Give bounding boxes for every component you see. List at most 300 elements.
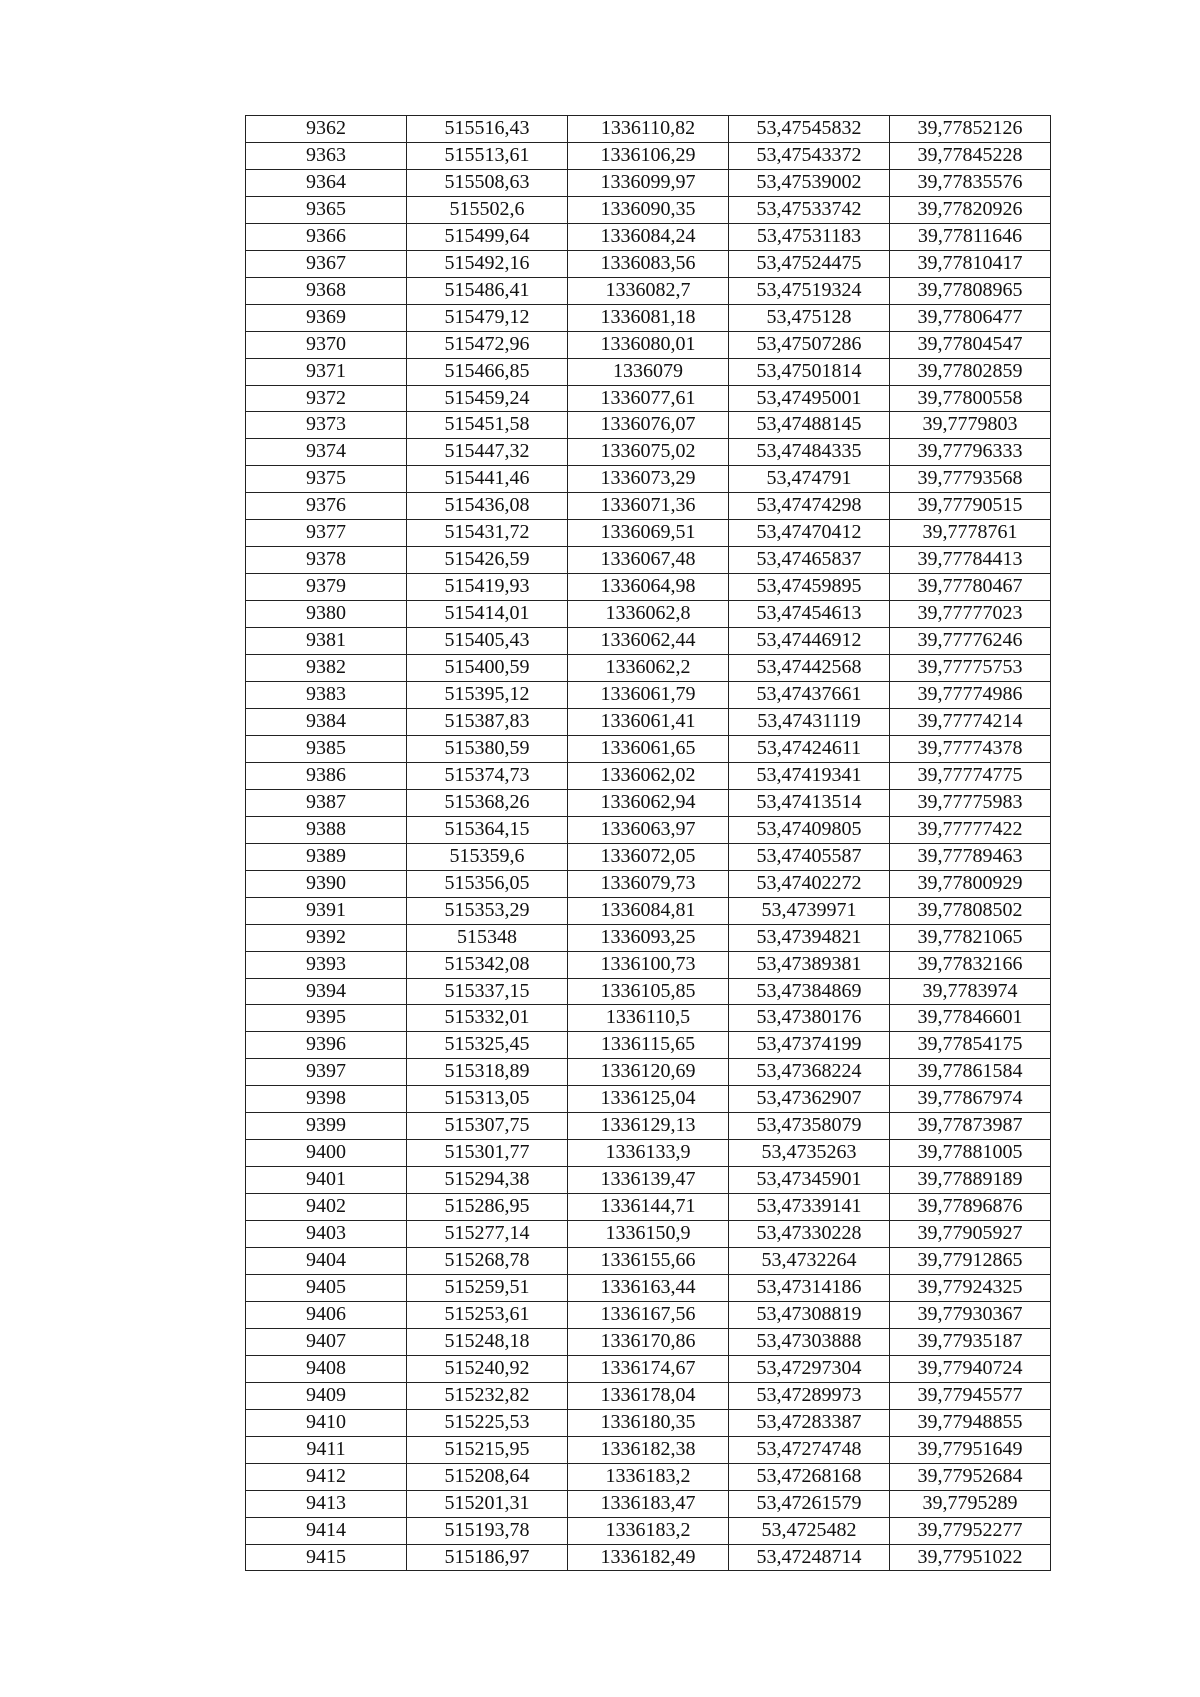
y-coordinate-cell: 1336139,47 xyxy=(568,1167,729,1194)
y-coordinate-cell: 1336079 xyxy=(568,358,729,385)
table-row xyxy=(246,142,1051,169)
y-coordinate-cell: 1336144,71 xyxy=(568,1194,729,1221)
y-coordinate-cell: 1336062,44 xyxy=(568,628,729,655)
longitude-cell: 39,77808965 xyxy=(890,277,1051,304)
longitude-cell: 39,77873987 xyxy=(890,1113,1051,1140)
y-coordinate-cell: 1336093,25 xyxy=(568,924,729,951)
table-row xyxy=(246,1490,1051,1517)
latitude-cell: 53,47488145 xyxy=(729,412,890,439)
point-number-cell: 9373 xyxy=(246,412,407,439)
point-number-cell: 9375 xyxy=(246,466,407,493)
longitude-cell: 39,77790515 xyxy=(890,493,1051,520)
x-coordinate-cell: 515513,61 xyxy=(407,142,568,169)
longitude-cell: 39,77951022 xyxy=(890,1544,1051,1571)
x-coordinate-cell: 515374,73 xyxy=(407,762,568,789)
point-number-cell: 9411 xyxy=(246,1436,407,1463)
coordinates-table-body xyxy=(246,116,1051,1571)
point-number-cell: 9395 xyxy=(246,1005,407,1032)
longitude-cell: 39,77802859 xyxy=(890,358,1051,385)
longitude-cell: 39,77821065 xyxy=(890,924,1051,951)
table-row xyxy=(246,816,1051,843)
y-coordinate-cell: 1336183,2 xyxy=(568,1463,729,1490)
x-coordinate-cell: 515356,05 xyxy=(407,870,568,897)
table-row xyxy=(246,1274,1051,1301)
table-row xyxy=(246,789,1051,816)
x-coordinate-cell: 515277,14 xyxy=(407,1221,568,1248)
point-number-cell: 9378 xyxy=(246,547,407,574)
latitude-cell: 53,47339141 xyxy=(729,1194,890,1221)
point-number-cell: 9406 xyxy=(246,1301,407,1328)
table-row xyxy=(246,331,1051,358)
point-number-cell: 9396 xyxy=(246,1032,407,1059)
latitude-cell: 53,47437661 xyxy=(729,682,890,709)
table-row xyxy=(246,169,1051,196)
latitude-cell: 53,47413514 xyxy=(729,789,890,816)
point-number-cell: 9367 xyxy=(246,250,407,277)
table-row xyxy=(246,493,1051,520)
longitude-cell: 39,77846601 xyxy=(890,1005,1051,1032)
latitude-cell: 53,47289973 xyxy=(729,1382,890,1409)
table-row xyxy=(246,897,1051,924)
longitude-cell: 39,77930367 xyxy=(890,1301,1051,1328)
point-number-cell: 9387 xyxy=(246,789,407,816)
longitude-cell: 39,77948855 xyxy=(890,1409,1051,1436)
point-number-cell: 9408 xyxy=(246,1355,407,1382)
point-number-cell: 9403 xyxy=(246,1221,407,1248)
longitude-cell: 39,77776246 xyxy=(890,628,1051,655)
point-number-cell: 9412 xyxy=(246,1463,407,1490)
longitude-cell: 39,77796333 xyxy=(890,439,1051,466)
table-row xyxy=(246,951,1051,978)
longitude-cell: 39,77835576 xyxy=(890,169,1051,196)
y-coordinate-cell: 1336084,81 xyxy=(568,897,729,924)
point-number-cell: 9386 xyxy=(246,762,407,789)
y-coordinate-cell: 1336150,9 xyxy=(568,1221,729,1248)
table-row xyxy=(246,601,1051,628)
latitude-cell: 53,47368224 xyxy=(729,1059,890,1086)
point-number-cell: 9380 xyxy=(246,601,407,628)
longitude-cell: 39,77832166 xyxy=(890,951,1051,978)
latitude-cell: 53,47459895 xyxy=(729,574,890,601)
longitude-cell: 39,77793568 xyxy=(890,466,1051,493)
table-row xyxy=(246,682,1051,709)
y-coordinate-cell: 1336081,18 xyxy=(568,304,729,331)
table-row xyxy=(246,762,1051,789)
coordinates-table xyxy=(245,115,1051,1571)
latitude-cell: 53,47474298 xyxy=(729,493,890,520)
x-coordinate-cell: 515268,78 xyxy=(407,1248,568,1275)
longitude-cell: 39,77777023 xyxy=(890,601,1051,628)
point-number-cell: 9400 xyxy=(246,1140,407,1167)
y-coordinate-cell: 1336183,2 xyxy=(568,1517,729,1544)
latitude-cell: 53,47424611 xyxy=(729,735,890,762)
table-row xyxy=(246,843,1051,870)
x-coordinate-cell: 515380,59 xyxy=(407,735,568,762)
point-number-cell: 9364 xyxy=(246,169,407,196)
y-coordinate-cell: 1336174,67 xyxy=(568,1355,729,1382)
point-number-cell: 9369 xyxy=(246,304,407,331)
x-coordinate-cell: 515286,95 xyxy=(407,1194,568,1221)
x-coordinate-cell: 515186,97 xyxy=(407,1544,568,1571)
latitude-cell: 53,47543372 xyxy=(729,142,890,169)
y-coordinate-cell: 1336105,85 xyxy=(568,978,729,1005)
y-coordinate-cell: 1336071,36 xyxy=(568,493,729,520)
x-coordinate-cell: 515337,15 xyxy=(407,978,568,1005)
longitude-cell: 39,77951649 xyxy=(890,1436,1051,1463)
latitude-cell: 53,47495001 xyxy=(729,385,890,412)
point-number-cell: 9384 xyxy=(246,708,407,735)
y-coordinate-cell: 1336064,98 xyxy=(568,574,729,601)
table-row xyxy=(246,358,1051,385)
table-row xyxy=(246,385,1051,412)
table-row xyxy=(246,1113,1051,1140)
latitude-cell: 53,47446912 xyxy=(729,628,890,655)
table-row xyxy=(246,412,1051,439)
table-row xyxy=(246,1221,1051,1248)
point-number-cell: 9390 xyxy=(246,870,407,897)
y-coordinate-cell: 1336073,29 xyxy=(568,466,729,493)
point-number-cell: 9405 xyxy=(246,1274,407,1301)
latitude-cell: 53,4739971 xyxy=(729,897,890,924)
y-coordinate-cell: 1336072,05 xyxy=(568,843,729,870)
x-coordinate-cell: 515387,83 xyxy=(407,708,568,735)
longitude-cell: 39,77780467 xyxy=(890,574,1051,601)
x-coordinate-cell: 515353,29 xyxy=(407,897,568,924)
latitude-cell: 53,47314186 xyxy=(729,1274,890,1301)
table-row xyxy=(246,1544,1051,1571)
point-number-cell: 9372 xyxy=(246,385,407,412)
longitude-cell: 39,77845228 xyxy=(890,142,1051,169)
y-coordinate-cell: 1336182,38 xyxy=(568,1436,729,1463)
longitude-cell: 39,77952277 xyxy=(890,1517,1051,1544)
point-number-cell: 9397 xyxy=(246,1059,407,1086)
longitude-cell: 39,77861584 xyxy=(890,1059,1051,1086)
latitude-cell: 53,47389381 xyxy=(729,951,890,978)
x-coordinate-cell: 515332,01 xyxy=(407,1005,568,1032)
y-coordinate-cell: 1336182,49 xyxy=(568,1544,729,1571)
latitude-cell: 53,47308819 xyxy=(729,1301,890,1328)
y-coordinate-cell: 1336110,5 xyxy=(568,1005,729,1032)
latitude-cell: 53,47470412 xyxy=(729,520,890,547)
longitude-cell: 39,7779803 xyxy=(890,412,1051,439)
x-coordinate-cell: 515294,38 xyxy=(407,1167,568,1194)
longitude-cell: 39,77952684 xyxy=(890,1463,1051,1490)
longitude-cell: 39,77935187 xyxy=(890,1328,1051,1355)
y-coordinate-cell: 1336069,51 xyxy=(568,520,729,547)
x-coordinate-cell: 515441,46 xyxy=(407,466,568,493)
y-coordinate-cell: 1336082,7 xyxy=(568,277,729,304)
point-number-cell: 9362 xyxy=(246,116,407,143)
x-coordinate-cell: 515502,6 xyxy=(407,196,568,223)
x-coordinate-cell: 515405,43 xyxy=(407,628,568,655)
latitude-cell: 53,4732264 xyxy=(729,1248,890,1275)
latitude-cell: 53,47402272 xyxy=(729,870,890,897)
table-row xyxy=(246,439,1051,466)
longitude-cell: 39,7778761 xyxy=(890,520,1051,547)
x-coordinate-cell: 515342,08 xyxy=(407,951,568,978)
table-row xyxy=(246,277,1051,304)
longitude-cell: 39,77940724 xyxy=(890,1355,1051,1382)
x-coordinate-cell: 515313,05 xyxy=(407,1086,568,1113)
point-number-cell: 9382 xyxy=(246,655,407,682)
x-coordinate-cell: 515466,85 xyxy=(407,358,568,385)
y-coordinate-cell: 1336083,56 xyxy=(568,250,729,277)
y-coordinate-cell: 1336183,47 xyxy=(568,1490,729,1517)
y-coordinate-cell: 1336063,97 xyxy=(568,816,729,843)
x-coordinate-cell: 515359,6 xyxy=(407,843,568,870)
table-row xyxy=(246,1463,1051,1490)
x-coordinate-cell: 515253,61 xyxy=(407,1301,568,1328)
table-row xyxy=(246,924,1051,951)
x-coordinate-cell: 515436,08 xyxy=(407,493,568,520)
latitude-cell: 53,47431119 xyxy=(729,708,890,735)
y-coordinate-cell: 1336062,8 xyxy=(568,601,729,628)
y-coordinate-cell: 1336120,69 xyxy=(568,1059,729,1086)
longitude-cell: 39,77775753 xyxy=(890,655,1051,682)
table-row xyxy=(246,116,1051,143)
x-coordinate-cell: 515472,96 xyxy=(407,331,568,358)
y-coordinate-cell: 1336180,35 xyxy=(568,1409,729,1436)
y-coordinate-cell: 1336062,94 xyxy=(568,789,729,816)
y-coordinate-cell: 1336084,24 xyxy=(568,223,729,250)
longitude-cell: 39,77774986 xyxy=(890,682,1051,709)
point-number-cell: 9392 xyxy=(246,924,407,951)
table-row xyxy=(246,196,1051,223)
longitude-cell: 39,7783974 xyxy=(890,978,1051,1005)
x-coordinate-cell: 515419,93 xyxy=(407,574,568,601)
x-coordinate-cell: 515459,24 xyxy=(407,385,568,412)
point-number-cell: 9398 xyxy=(246,1086,407,1113)
longitude-cell: 39,77777422 xyxy=(890,816,1051,843)
y-coordinate-cell: 1336080,01 xyxy=(568,331,729,358)
x-coordinate-cell: 515259,51 xyxy=(407,1274,568,1301)
longitude-cell: 39,77789463 xyxy=(890,843,1051,870)
table-row xyxy=(246,1248,1051,1275)
latitude-cell: 53,474791 xyxy=(729,466,890,493)
longitude-cell: 39,77810417 xyxy=(890,250,1051,277)
longitude-cell: 39,77800929 xyxy=(890,870,1051,897)
latitude-cell: 53,4725482 xyxy=(729,1517,890,1544)
point-number-cell: 9404 xyxy=(246,1248,407,1275)
x-coordinate-cell: 515492,16 xyxy=(407,250,568,277)
y-coordinate-cell: 1336125,04 xyxy=(568,1086,729,1113)
y-coordinate-cell: 1336100,73 xyxy=(568,951,729,978)
table-row xyxy=(246,1167,1051,1194)
latitude-cell: 53,47519324 xyxy=(729,277,890,304)
x-coordinate-cell: 515486,41 xyxy=(407,277,568,304)
y-coordinate-cell: 1336061,79 xyxy=(568,682,729,709)
x-coordinate-cell: 515232,82 xyxy=(407,1382,568,1409)
point-number-cell: 9410 xyxy=(246,1409,407,1436)
table-row xyxy=(246,1032,1051,1059)
y-coordinate-cell: 1336106,29 xyxy=(568,142,729,169)
x-coordinate-cell: 515208,64 xyxy=(407,1463,568,1490)
latitude-cell: 53,47545832 xyxy=(729,116,890,143)
point-number-cell: 9389 xyxy=(246,843,407,870)
table-row xyxy=(246,1140,1051,1167)
x-coordinate-cell: 515479,12 xyxy=(407,304,568,331)
latitude-cell: 53,47345901 xyxy=(729,1167,890,1194)
latitude-cell: 53,47362907 xyxy=(729,1086,890,1113)
table-row xyxy=(246,304,1051,331)
longitude-cell: 39,77775983 xyxy=(890,789,1051,816)
x-coordinate-cell: 515516,43 xyxy=(407,116,568,143)
x-coordinate-cell: 515248,18 xyxy=(407,1328,568,1355)
table-row xyxy=(246,1355,1051,1382)
table-row xyxy=(246,520,1051,547)
y-coordinate-cell: 1336099,97 xyxy=(568,169,729,196)
y-coordinate-cell: 1336077,61 xyxy=(568,385,729,412)
latitude-cell: 53,47539002 xyxy=(729,169,890,196)
x-coordinate-cell: 515201,31 xyxy=(407,1490,568,1517)
longitude-cell: 39,77774775 xyxy=(890,762,1051,789)
point-number-cell: 9409 xyxy=(246,1382,407,1409)
longitude-cell: 39,77905927 xyxy=(890,1221,1051,1248)
x-coordinate-cell: 515414,01 xyxy=(407,601,568,628)
latitude-cell: 53,475128 xyxy=(729,304,890,331)
point-number-cell: 9415 xyxy=(246,1544,407,1571)
latitude-cell: 53,47303888 xyxy=(729,1328,890,1355)
longitude-cell: 39,77820926 xyxy=(890,196,1051,223)
point-number-cell: 9399 xyxy=(246,1113,407,1140)
longitude-cell: 39,77896876 xyxy=(890,1194,1051,1221)
longitude-cell: 39,77784413 xyxy=(890,547,1051,574)
longitude-cell: 39,77852126 xyxy=(890,116,1051,143)
point-number-cell: 9407 xyxy=(246,1328,407,1355)
table-row xyxy=(246,547,1051,574)
y-coordinate-cell: 1336115,65 xyxy=(568,1032,729,1059)
table-row xyxy=(246,870,1051,897)
table-row xyxy=(246,1086,1051,1113)
latitude-cell: 53,47454613 xyxy=(729,601,890,628)
x-coordinate-cell: 515318,89 xyxy=(407,1059,568,1086)
latitude-cell: 53,47330228 xyxy=(729,1221,890,1248)
y-coordinate-cell: 1336067,48 xyxy=(568,547,729,574)
table-row xyxy=(246,978,1051,1005)
point-number-cell: 9377 xyxy=(246,520,407,547)
y-coordinate-cell: 1336090,35 xyxy=(568,196,729,223)
x-coordinate-cell: 515499,64 xyxy=(407,223,568,250)
point-number-cell: 9381 xyxy=(246,628,407,655)
latitude-cell: 53,47384869 xyxy=(729,978,890,1005)
y-coordinate-cell: 1336133,9 xyxy=(568,1140,729,1167)
point-number-cell: 9402 xyxy=(246,1194,407,1221)
latitude-cell: 53,47283387 xyxy=(729,1409,890,1436)
latitude-cell: 53,47419341 xyxy=(729,762,890,789)
longitude-cell: 39,77800558 xyxy=(890,385,1051,412)
longitude-cell: 39,77811646 xyxy=(890,223,1051,250)
point-number-cell: 9368 xyxy=(246,277,407,304)
longitude-cell: 39,77808502 xyxy=(890,897,1051,924)
table-row xyxy=(246,1059,1051,1086)
latitude-cell: 53,47501814 xyxy=(729,358,890,385)
latitude-cell: 53,47524475 xyxy=(729,250,890,277)
x-coordinate-cell: 515426,59 xyxy=(407,547,568,574)
x-coordinate-cell: 515364,15 xyxy=(407,816,568,843)
longitude-cell: 39,77854175 xyxy=(890,1032,1051,1059)
table-row xyxy=(246,574,1051,601)
longitude-cell: 39,77804547 xyxy=(890,331,1051,358)
x-coordinate-cell: 515215,95 xyxy=(407,1436,568,1463)
table-row xyxy=(246,628,1051,655)
latitude-cell: 53,47531183 xyxy=(729,223,890,250)
latitude-cell: 53,47358079 xyxy=(729,1113,890,1140)
latitude-cell: 53,47274748 xyxy=(729,1436,890,1463)
latitude-cell: 53,47297304 xyxy=(729,1355,890,1382)
point-number-cell: 9391 xyxy=(246,897,407,924)
latitude-cell: 53,47405587 xyxy=(729,843,890,870)
x-coordinate-cell: 515451,58 xyxy=(407,412,568,439)
table-row xyxy=(246,1194,1051,1221)
table-row xyxy=(246,735,1051,762)
y-coordinate-cell: 1336167,56 xyxy=(568,1301,729,1328)
y-coordinate-cell: 1336178,04 xyxy=(568,1382,729,1409)
x-coordinate-cell: 515225,53 xyxy=(407,1409,568,1436)
latitude-cell: 53,47442568 xyxy=(729,655,890,682)
point-number-cell: 9365 xyxy=(246,196,407,223)
table-row xyxy=(246,1436,1051,1463)
latitude-cell: 53,47261579 xyxy=(729,1490,890,1517)
longitude-cell: 39,77774378 xyxy=(890,735,1051,762)
latitude-cell: 53,47409805 xyxy=(729,816,890,843)
table-row xyxy=(246,1301,1051,1328)
latitude-cell: 53,47248714 xyxy=(729,1544,890,1571)
x-coordinate-cell: 515348 xyxy=(407,924,568,951)
table-row xyxy=(246,655,1051,682)
longitude-cell: 39,77806477 xyxy=(890,304,1051,331)
latitude-cell: 53,47374199 xyxy=(729,1032,890,1059)
x-coordinate-cell: 515395,12 xyxy=(407,682,568,709)
y-coordinate-cell: 1336061,41 xyxy=(568,708,729,735)
longitude-cell: 39,77889189 xyxy=(890,1167,1051,1194)
table-row xyxy=(246,708,1051,735)
point-number-cell: 9376 xyxy=(246,493,407,520)
y-coordinate-cell: 1336163,44 xyxy=(568,1274,729,1301)
x-coordinate-cell: 515301,77 xyxy=(407,1140,568,1167)
latitude-cell: 53,47268168 xyxy=(729,1463,890,1490)
point-number-cell: 9370 xyxy=(246,331,407,358)
longitude-cell: 39,77774214 xyxy=(890,708,1051,735)
table-row xyxy=(246,250,1051,277)
x-coordinate-cell: 515431,72 xyxy=(407,520,568,547)
x-coordinate-cell: 515368,26 xyxy=(407,789,568,816)
point-number-cell: 9388 xyxy=(246,816,407,843)
x-coordinate-cell: 515193,78 xyxy=(407,1517,568,1544)
x-coordinate-cell: 515400,59 xyxy=(407,655,568,682)
longitude-cell: 39,77945577 xyxy=(890,1382,1051,1409)
latitude-cell: 53,4735263 xyxy=(729,1140,890,1167)
point-number-cell: 9366 xyxy=(246,223,407,250)
x-coordinate-cell: 515307,75 xyxy=(407,1113,568,1140)
y-coordinate-cell: 1336110,82 xyxy=(568,116,729,143)
latitude-cell: 53,47380176 xyxy=(729,1005,890,1032)
point-number-cell: 9379 xyxy=(246,574,407,601)
point-number-cell: 9413 xyxy=(246,1490,407,1517)
point-number-cell: 9374 xyxy=(246,439,407,466)
y-coordinate-cell: 1336076,07 xyxy=(568,412,729,439)
point-number-cell: 9363 xyxy=(246,142,407,169)
latitude-cell: 53,47533742 xyxy=(729,196,890,223)
point-number-cell: 9394 xyxy=(246,978,407,1005)
longitude-cell: 39,77881005 xyxy=(890,1140,1051,1167)
x-coordinate-cell: 515508,63 xyxy=(407,169,568,196)
latitude-cell: 53,47394821 xyxy=(729,924,890,951)
latitude-cell: 53,47465837 xyxy=(729,547,890,574)
y-coordinate-cell: 1336062,2 xyxy=(568,655,729,682)
point-number-cell: 9383 xyxy=(246,682,407,709)
longitude-cell: 39,77924325 xyxy=(890,1274,1051,1301)
x-coordinate-cell: 515325,45 xyxy=(407,1032,568,1059)
